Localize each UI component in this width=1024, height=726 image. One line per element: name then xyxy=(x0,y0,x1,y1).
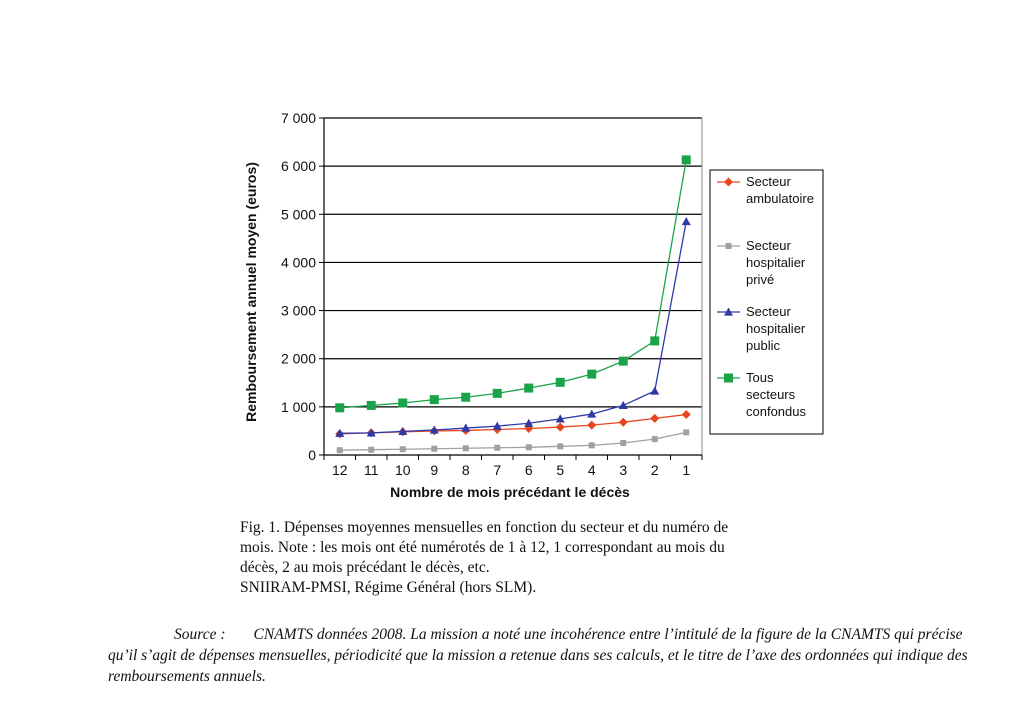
data-point xyxy=(367,401,376,410)
y-tick-label: 7 000 xyxy=(280,110,316,126)
data-point xyxy=(682,155,691,164)
data-point xyxy=(726,243,732,249)
data-point xyxy=(430,395,439,404)
legend-label: secteurs xyxy=(746,387,796,402)
data-point xyxy=(682,410,691,419)
x-tick-label: 7 xyxy=(493,462,502,478)
x-tick-label: 4 xyxy=(587,462,596,478)
data-point xyxy=(526,444,532,450)
data-point xyxy=(619,401,628,409)
legend-label: Tous xyxy=(746,370,774,385)
data-point xyxy=(400,446,406,452)
data-point xyxy=(493,389,502,398)
y-tick-label: 3 000 xyxy=(280,302,316,319)
legend-label: confondus xyxy=(746,404,806,419)
y-tick-label: 0 xyxy=(308,447,316,463)
data-point xyxy=(335,403,344,412)
x-tick-label: 9 xyxy=(430,462,439,478)
data-point xyxy=(650,336,659,345)
data-point xyxy=(463,445,469,451)
data-point xyxy=(398,399,407,408)
y-tick-label: 2 000 xyxy=(280,350,316,367)
data-point xyxy=(337,447,343,453)
data-point xyxy=(368,447,374,453)
x-tick-label: 2 xyxy=(650,462,659,478)
y-tick-label: 5 000 xyxy=(280,206,316,223)
y-axis-ticks xyxy=(281,110,324,463)
data-point xyxy=(587,421,596,430)
x-tick-label: 10 xyxy=(394,462,411,478)
data-point xyxy=(619,357,628,366)
source-text: CNAMTS données 2008. La mission a noté une incohérence entre l’intitulé de la figure de la CNAMTS qui précise qu’il s’agit de dépenses mensuelles, périodicité que la mission a retenue dans ses calculs, et le titre de l’axe des ordonnées qui indique des remboursements annuels. xyxy=(108,626,968,685)
series-group xyxy=(335,155,691,453)
series-line xyxy=(340,160,687,408)
data-point xyxy=(524,384,533,393)
data-point xyxy=(557,443,563,449)
x-axis-ticks xyxy=(324,455,702,478)
data-point xyxy=(620,440,626,446)
data-point xyxy=(587,370,596,379)
legend-label: Secteur xyxy=(746,304,791,319)
legend-label: ambulatoire xyxy=(746,191,814,206)
y-tick-label: 1 000 xyxy=(280,398,316,415)
legend-label: hospitalier xyxy=(746,255,806,270)
x-tick-label: 11 xyxy=(363,462,379,478)
y-tick-label: 6 000 xyxy=(280,158,316,175)
source-note xyxy=(108,624,968,687)
y-axis-title: Remboursement annuel moyen (euros) xyxy=(243,162,259,422)
caption-line: mois. Note : les mois ont été numérotés de 1 à 12, 1 correspondant au mois du xyxy=(240,539,725,556)
y-tick-label: 4 000 xyxy=(280,254,316,271)
x-tick-label: 8 xyxy=(461,462,470,478)
data-point xyxy=(556,378,565,387)
legend-label: privé xyxy=(746,272,775,287)
series-line xyxy=(340,432,687,450)
legend-label: Secteur xyxy=(746,174,791,189)
caption-line: décès, 2 au mois précédant le décès, etc. xyxy=(240,559,490,576)
data-point xyxy=(682,217,691,225)
data-point xyxy=(650,414,659,423)
data-point xyxy=(683,429,689,435)
series xyxy=(335,155,691,412)
data-point xyxy=(461,393,470,402)
legend-label: public xyxy=(746,338,780,353)
x-axis-title: Nombre de mois précédant le décès xyxy=(390,484,630,500)
data-point xyxy=(589,442,595,448)
data-point xyxy=(431,446,437,452)
series-line xyxy=(340,222,687,434)
data-point xyxy=(650,386,659,394)
data-point xyxy=(652,436,658,442)
x-tick-label: 3 xyxy=(619,462,628,478)
legend-label: hospitalier xyxy=(746,321,806,336)
legend-label: Secteur xyxy=(746,238,791,253)
x-tick-label: 6 xyxy=(524,462,533,478)
figure-caption xyxy=(240,518,840,598)
data-point xyxy=(556,423,565,432)
x-tick-label: 12 xyxy=(331,462,348,478)
caption-line: SNIIRAM-PMSI, Régime Général (hors SLM). xyxy=(240,579,537,596)
source-label: Source : xyxy=(174,626,226,643)
series xyxy=(337,429,690,453)
data-point xyxy=(724,374,733,383)
data-point xyxy=(494,445,500,451)
data-point xyxy=(619,418,628,427)
caption-line: Fig. 1. Dépenses moyennes mensuelles en fonction du secteur et du numéro de xyxy=(240,519,729,536)
x-tick-label: 1 xyxy=(682,462,691,478)
legend xyxy=(710,170,823,434)
x-tick-label: 5 xyxy=(556,462,565,478)
